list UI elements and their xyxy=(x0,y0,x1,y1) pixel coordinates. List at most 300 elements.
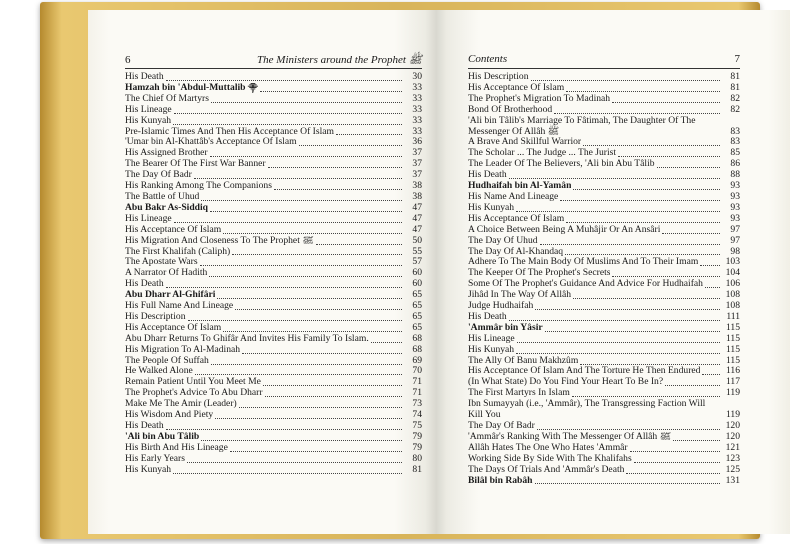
toc-entry xyxy=(468,268,740,279)
left-page xyxy=(88,10,436,534)
toc-entry-page: 81 xyxy=(412,463,422,475)
open-book xyxy=(40,2,760,539)
toc-entry-page: 115 xyxy=(725,332,740,344)
toc-entry xyxy=(125,83,422,94)
toc-entry-title: 'Ali bin Tâlib's Marriage To Fâtimah, The Daughter Of The Messenger Of Allâh ﷺ xyxy=(468,115,696,137)
toc-entry xyxy=(125,399,422,410)
toc-entry-title: The Day Of Uhud xyxy=(468,235,538,246)
toc-entry-page: 120 xyxy=(725,420,740,431)
toc-entry xyxy=(125,432,422,443)
toc-leader-dots xyxy=(665,385,720,386)
toc-entry xyxy=(468,83,740,94)
toc-entry-page: 82 xyxy=(730,103,740,115)
toc-entry xyxy=(125,203,422,214)
toc-entry-page: 93 xyxy=(730,201,740,213)
toc-entry xyxy=(125,279,422,290)
toc-leader-dots xyxy=(657,167,720,168)
toc-entry-page: 97 xyxy=(730,223,740,235)
toc-entry xyxy=(125,236,422,247)
toc-leader-dots xyxy=(223,331,402,332)
toc-entry xyxy=(125,388,422,399)
toc-leader-dots xyxy=(535,483,720,484)
toc-entry-title: (In What State) Do You Find Your Heart To Be In? xyxy=(468,377,664,388)
toc-entry xyxy=(468,323,740,334)
toc-entry xyxy=(125,192,422,203)
toc-leader-dots xyxy=(316,244,402,245)
toc-entry-page: 117 xyxy=(725,376,740,388)
toc-entry-title: The First Martyrs In Islam xyxy=(468,388,570,399)
toc-leader-dots xyxy=(537,429,720,430)
toc-leader-dots xyxy=(166,429,402,430)
toc-entry-page: 108 xyxy=(725,300,740,312)
toc-entry xyxy=(468,465,740,476)
toc-entry-title: Hudhaifah bin Al-Yamân xyxy=(468,181,572,192)
toc-entry-page: 115 xyxy=(725,354,740,366)
toc-leader-dots xyxy=(545,331,720,332)
toc-entry-page: 65 xyxy=(412,321,422,333)
toc-leader-dots xyxy=(232,254,402,255)
toc-entry xyxy=(468,345,740,356)
toc-entry xyxy=(125,148,422,159)
toc-entry-page: 57 xyxy=(412,256,422,268)
toc-entry-page: 131 xyxy=(725,474,740,486)
toc-entry-page: 83 xyxy=(730,125,740,137)
toc-entry-page: 106 xyxy=(725,278,740,290)
toc-entry-page: 119 xyxy=(725,387,740,399)
toc-leader-dots xyxy=(217,298,402,299)
toc-leader-dots xyxy=(700,265,720,266)
toc-entry-title: The Apostate Wars xyxy=(125,257,198,268)
toc-entry-page: 115 xyxy=(725,321,740,333)
toc-entry-title: The Day Of Al-Khandaq xyxy=(468,246,564,257)
toc-entry-page: 97 xyxy=(730,234,740,246)
toc-leader-dots xyxy=(554,113,720,114)
toc-entry xyxy=(468,159,740,170)
toc-entry xyxy=(468,247,740,258)
toc-entry-page: 37 xyxy=(412,147,422,159)
toc-entry-title: His Acceptance Of Islam xyxy=(125,322,222,333)
toc-entry-page: 65 xyxy=(412,310,422,322)
toc-leader-dots xyxy=(268,167,402,168)
toc-leader-dots xyxy=(573,298,720,299)
toc-entry xyxy=(125,312,422,323)
toc-entry-page: 65 xyxy=(412,289,422,301)
toc-entry xyxy=(125,377,422,388)
toc-entry-page: 98 xyxy=(730,245,740,257)
toc-entry-page: 75 xyxy=(412,420,422,431)
toc-leader-dots xyxy=(239,407,402,408)
toc-entry-title: Pre-Islamic Times And Then His Acceptance Of Islam xyxy=(125,126,334,137)
toc-entry-page: 108 xyxy=(725,289,740,301)
left-page-number: 6 xyxy=(125,54,131,66)
toc-entry xyxy=(468,399,740,421)
toc-entry xyxy=(468,116,740,138)
toc-leader-dots xyxy=(201,440,402,441)
toc-entry xyxy=(125,290,422,301)
toc-entry-title: Working Side By Side With The Khalifahs xyxy=(468,453,632,464)
toc-entry-title: His Death xyxy=(125,72,164,82)
toc-leader-dots xyxy=(195,374,402,375)
toc-entry-title: The Prophet's Migration To Madinah xyxy=(468,93,611,104)
toc-entry-title: His Death xyxy=(468,311,507,322)
toc-leader-dots xyxy=(516,353,720,354)
toc-entry-page: 47 xyxy=(412,223,422,235)
toc-entry-title: His Kunyah xyxy=(468,202,515,213)
toc-entry-title: A Narrator Of Hadith xyxy=(125,268,208,279)
toc-entry-page: 80 xyxy=(412,452,422,464)
toc-entry xyxy=(468,192,740,203)
toc-leader-dots xyxy=(336,134,402,135)
toc-entry xyxy=(468,225,740,236)
toc-entry xyxy=(468,105,740,116)
toc-entry-page: 33 xyxy=(412,114,422,126)
toc-entry xyxy=(468,279,740,290)
toc-entry-page: 50 xyxy=(412,234,422,246)
toc-leader-dots xyxy=(215,418,402,419)
toc-entry xyxy=(125,72,422,83)
toc-entry-page: 65 xyxy=(412,300,422,312)
toc-leader-dots xyxy=(187,462,402,463)
toc-entry-title: His Early Years xyxy=(125,453,185,464)
toc-leader-dots xyxy=(173,473,402,474)
toc-entry xyxy=(468,421,740,432)
toc-entry-title: Adhere To The Main Body Of Muslims And To Their Imam xyxy=(468,257,699,268)
toc-entry-title: His Wisdom And Piety xyxy=(125,410,214,421)
toc-entry-title: The Battle of Uhud xyxy=(125,191,200,202)
toc-entry-page: 69 xyxy=(412,354,422,366)
toc-entry-page: 88 xyxy=(730,169,740,181)
toc-entry-page: 83 xyxy=(730,136,740,148)
toc-entry xyxy=(125,421,422,432)
toc-entry-page: 81 xyxy=(730,71,740,82)
toc-entry-title: The Days Of Trials And 'Ammâr's Death xyxy=(468,464,625,475)
toc-leader-dots xyxy=(210,156,402,157)
toc-entry xyxy=(468,181,740,192)
toc-entry-title: His Description xyxy=(125,311,186,322)
toc-entry-page: 115 xyxy=(725,343,740,355)
toc-entry-title: His Acceptance Of Islam And The Torture He Then Endured xyxy=(468,366,701,377)
toc-leader-dots xyxy=(630,451,720,452)
toc-leader-dots xyxy=(188,320,403,321)
toc-entry-page: 47 xyxy=(412,212,422,224)
toc-leader-dots xyxy=(242,353,402,354)
toc-leader-dots xyxy=(235,309,402,310)
toc-entry-page: 120 xyxy=(725,430,740,442)
toc-entry xyxy=(468,301,740,312)
toc-entry-title: Bond Of Brotherhood xyxy=(468,104,553,115)
toc-entry xyxy=(125,214,422,225)
toc-entry xyxy=(468,170,740,181)
toc-entry xyxy=(468,312,740,323)
left-running-head xyxy=(125,53,422,69)
toc-entry-title: His Name And Lineage xyxy=(468,191,559,202)
toc-entry-page: 71 xyxy=(412,376,422,388)
toc-entry-page: 119 xyxy=(725,409,740,421)
right-toc-list xyxy=(468,72,740,486)
toc-entry xyxy=(125,443,422,454)
toc-leader-dots xyxy=(230,451,402,452)
toc-entry-title: 'Umar bin Al-Khattâb's Acceptance Of Islam xyxy=(125,137,297,148)
right-running-title: Contents xyxy=(468,53,508,65)
toc-leader-dots xyxy=(274,189,402,190)
toc-entry-page: 36 xyxy=(412,136,422,148)
toc-leader-dots xyxy=(566,91,720,92)
toc-entry-page: 60 xyxy=(412,267,422,279)
toc-entry-page: 93 xyxy=(730,190,740,202)
toc-entry-page: 121 xyxy=(725,441,740,453)
toc-leader-dots xyxy=(211,364,402,365)
toc-leader-dots xyxy=(210,211,402,212)
toc-entry-title: His Lineage xyxy=(468,333,515,344)
toc-entry xyxy=(125,268,422,279)
toc-leader-dots xyxy=(540,244,720,245)
toc-entry-title: Judge Hudhaifah xyxy=(468,301,534,312)
toc-entry-title: 'Ali bin Abu Tâlib xyxy=(125,431,200,442)
toc-entry-title: His Ranking Among The Companions xyxy=(125,181,272,192)
toc-entry xyxy=(125,137,422,148)
toc-leader-dots xyxy=(200,265,402,266)
toc-entry xyxy=(468,334,740,345)
toc-entry xyxy=(125,94,422,105)
toc-leader-dots xyxy=(263,385,402,386)
toc-leader-dots xyxy=(173,124,402,125)
toc-entry xyxy=(125,454,422,465)
toc-entry-title: His Death xyxy=(468,170,507,181)
toc-leader-dots xyxy=(565,254,720,255)
toc-entry-title: Bilâl bin Rabâh xyxy=(468,475,533,486)
toc-leader-dots xyxy=(702,374,720,375)
toc-entry xyxy=(125,181,422,192)
toc-entry-page: 71 xyxy=(412,387,422,399)
toc-entry xyxy=(468,72,740,83)
toc-leader-dots xyxy=(260,91,402,92)
toc-leader-dots xyxy=(634,462,720,463)
toc-leader-dots xyxy=(531,80,721,81)
toc-leader-dots xyxy=(612,102,720,103)
toc-entry xyxy=(125,301,422,312)
toc-entry-title: The First Khalifah (Caliph) xyxy=(125,246,231,257)
toc-entry-title: A Brave And Skillful Warrior xyxy=(468,137,582,148)
toc-entry xyxy=(468,290,740,301)
toc-entry-page: 38 xyxy=(412,180,422,192)
toc-entry-title: His Lineage xyxy=(125,213,172,224)
toc-entry-title: Allâh Hates The One Who Hates 'Ammâr xyxy=(468,442,628,453)
toc-entry-page: 33 xyxy=(412,103,422,115)
toc-leader-dots xyxy=(509,178,720,179)
toc-entry-page: 79 xyxy=(412,430,422,442)
right-page-number: 7 xyxy=(734,53,740,65)
toc-entry xyxy=(125,356,422,367)
toc-leader-dots xyxy=(583,145,720,146)
right-page xyxy=(436,10,790,534)
toc-entry-title: His Kunyah xyxy=(125,115,172,126)
toc-entry-title: His Migration To Al-Madinah xyxy=(125,344,241,355)
toc-entry-page: 68 xyxy=(412,343,422,355)
toc-entry-title: His Death xyxy=(125,279,164,290)
right-running-head xyxy=(468,53,740,69)
toc-entry-title: Abu Dharr Returns To Ghifâr And Invites His Family To Islam. xyxy=(125,333,369,344)
toc-entry-title: The Bearer Of The First War Banner xyxy=(125,159,266,170)
toc-entry xyxy=(468,476,740,487)
toc-entry-title: Remain Patient Until You Meet Me xyxy=(125,377,261,388)
toc-leader-dots xyxy=(509,320,720,321)
toc-entry xyxy=(125,127,422,138)
toc-entry xyxy=(468,214,740,225)
toc-leader-dots xyxy=(618,156,720,157)
toc-entry-title: His Description xyxy=(468,72,529,82)
toc-leader-dots xyxy=(662,233,720,234)
toc-entry-title: 'Ammâr bin Yâsir xyxy=(468,322,543,333)
toc-entry xyxy=(125,465,422,476)
toc-entry-title: His Kunyah xyxy=(125,464,172,475)
toc-entry-page: 55 xyxy=(412,245,422,257)
toc-entry-title: 'Ammâr's Ranking With The Messenger Of Allâh ﷺ xyxy=(468,431,672,442)
toc-leader-dots xyxy=(371,342,402,343)
toc-leader-dots xyxy=(166,287,402,288)
toc-leader-dots xyxy=(517,342,720,343)
toc-entry-title: The Chief Of Martyrs xyxy=(125,93,209,104)
toc-entry-title: His Birth And His Lineage xyxy=(125,442,228,453)
toc-entry-title: The Ally Of Banu Makhzûm xyxy=(468,355,579,366)
toc-entry-title: The Scholar ... The Judge ... The Jurist xyxy=(468,148,617,159)
toc-leader-dots xyxy=(201,200,402,201)
toc-leader-dots xyxy=(612,276,720,277)
toc-entry-title: He Walked Alone xyxy=(125,366,193,377)
toc-leader-dots xyxy=(299,145,402,146)
toc-entry-page: 125 xyxy=(725,463,740,475)
toc-leader-dots xyxy=(265,396,402,397)
toc-entry xyxy=(468,94,740,105)
toc-entry xyxy=(125,257,422,268)
toc-leader-dots xyxy=(194,178,402,179)
toc-entry-page: 33 xyxy=(412,81,422,93)
toc-leader-dots xyxy=(166,80,402,81)
toc-leader-dots xyxy=(580,364,720,365)
toc-entry-title: A Choice Between Being A Muhâjir Or An Ansâri xyxy=(468,224,661,235)
toc-entry-title: The Leader Of The Believers, 'Ali bin Abu Tâlib xyxy=(468,159,655,170)
toc-entry-page: 60 xyxy=(412,278,422,290)
toc-leader-dots xyxy=(572,396,720,397)
toc-entry-page: 70 xyxy=(412,365,422,377)
toc-entry xyxy=(468,148,740,159)
toc-entry-page: 37 xyxy=(412,169,422,181)
toc-entry-page: 33 xyxy=(412,125,422,137)
toc-entry-title: His Assigned Brother xyxy=(125,148,208,159)
toc-entry xyxy=(125,410,422,421)
toc-leader-dots xyxy=(211,102,402,103)
toc-entry-page: 123 xyxy=(725,452,740,464)
toc-entry-page: 37 xyxy=(412,158,422,170)
toc-entry xyxy=(468,356,740,367)
toc-entry xyxy=(468,388,740,399)
toc-entry-page: 103 xyxy=(725,256,740,268)
toc-leader-dots xyxy=(705,287,720,288)
toc-entry-title: His Kunyah xyxy=(468,344,515,355)
toc-entry-title: His Full Name And Lineage xyxy=(125,301,234,312)
toc-entry-page: 116 xyxy=(725,365,740,377)
toc-entry-title: Some Of The Prophet's Guidance And Advice For Hudhaifah xyxy=(468,279,703,290)
toc-entry xyxy=(468,236,740,247)
toc-entry xyxy=(468,203,740,214)
toc-leader-dots xyxy=(626,473,720,474)
toc-leader-dots xyxy=(673,440,720,441)
toc-entry xyxy=(125,116,422,127)
toc-entry-page: 79 xyxy=(412,441,422,453)
toc-entry-title: His Death xyxy=(125,421,164,431)
toc-entry-page: 85 xyxy=(730,147,740,159)
toc-entry-title: His Acceptance Of Islam xyxy=(125,224,222,235)
toc-entry-title: His Acceptance Of Islam xyxy=(468,82,565,93)
toc-entry-title: Jihâd In The Way Of Allâh xyxy=(468,290,572,301)
toc-entry-title: The Day Of Badr xyxy=(468,421,535,431)
toc-entry xyxy=(125,334,422,345)
toc-entry xyxy=(468,377,740,388)
toc-entry-page: 47 xyxy=(412,201,422,213)
toc-entry xyxy=(125,247,422,258)
toc-entry-title: The Prophet's Advice To Abu Dharr xyxy=(125,388,263,399)
toc-leader-dots xyxy=(174,113,402,114)
toc-entry-title: The People Of Suffah xyxy=(125,355,209,366)
toc-leader-dots xyxy=(516,211,720,212)
toc-entry-title: The Keeper Of The Prophet's Secrets xyxy=(468,268,611,279)
toc-entry-title: Ibn Sumayyah (i.e., 'Ammâr), The Transgressing Faction Will Kill You xyxy=(468,399,706,421)
toc-entry-title: Hamzah bin 'Abdul-Muttalib ⸎ xyxy=(125,82,258,93)
toc-entry-page: 111 xyxy=(726,310,740,322)
left-running-title: The Ministers around the Prophet ﷺ xyxy=(257,54,422,66)
toc-entry-title: His Lineage xyxy=(125,104,172,115)
toc-leader-dots xyxy=(223,233,402,234)
toc-entry-page: 104 xyxy=(725,267,740,279)
toc-entry xyxy=(125,225,422,236)
toc-entry-title: Make Me The Amir (Leader) xyxy=(125,399,237,410)
toc-entry xyxy=(468,257,740,268)
toc-entry xyxy=(468,443,740,454)
toc-entry-page: 86 xyxy=(730,158,740,170)
toc-entry xyxy=(125,159,422,170)
left-toc-list xyxy=(125,72,422,476)
toc-leader-dots xyxy=(209,276,402,277)
toc-leader-dots xyxy=(560,200,720,201)
toc-entry-title: His Migration And Closeness To The Prophet ﷺ xyxy=(125,235,314,246)
toc-entry-title: The Day Of Badr xyxy=(125,170,192,181)
toc-entry xyxy=(468,137,740,148)
toc-entry xyxy=(125,170,422,181)
toc-entry-page: 81 xyxy=(730,81,740,93)
toc-entry-title: Abu Bakr As-Siddiq xyxy=(125,202,209,213)
toc-entry-page: 93 xyxy=(730,212,740,224)
toc-entry-page: 68 xyxy=(412,332,422,344)
toc-entry-page: 73 xyxy=(412,398,422,410)
toc-entry xyxy=(125,345,422,356)
toc-entry-page: 38 xyxy=(412,190,422,202)
toc-entry-page: 93 xyxy=(730,180,740,192)
toc-entry-page: 74 xyxy=(412,409,422,421)
toc-entry xyxy=(125,323,422,334)
toc-entry-page: 30 xyxy=(412,71,422,82)
toc-entry xyxy=(125,366,422,377)
toc-leader-dots xyxy=(566,222,720,223)
toc-entry-page: 82 xyxy=(730,92,740,104)
toc-entry-title: His Acceptance Of Islam xyxy=(468,213,565,224)
toc-entry-title: Abu Dharr Al-Ghifâri xyxy=(125,290,216,301)
toc-entry xyxy=(468,366,740,377)
toc-leader-dots xyxy=(535,309,720,310)
toc-entry-page: 33 xyxy=(412,92,422,104)
toc-entry xyxy=(125,105,422,116)
toc-leader-dots xyxy=(573,189,720,190)
toc-leader-dots xyxy=(174,222,402,223)
toc-entry xyxy=(468,454,740,465)
